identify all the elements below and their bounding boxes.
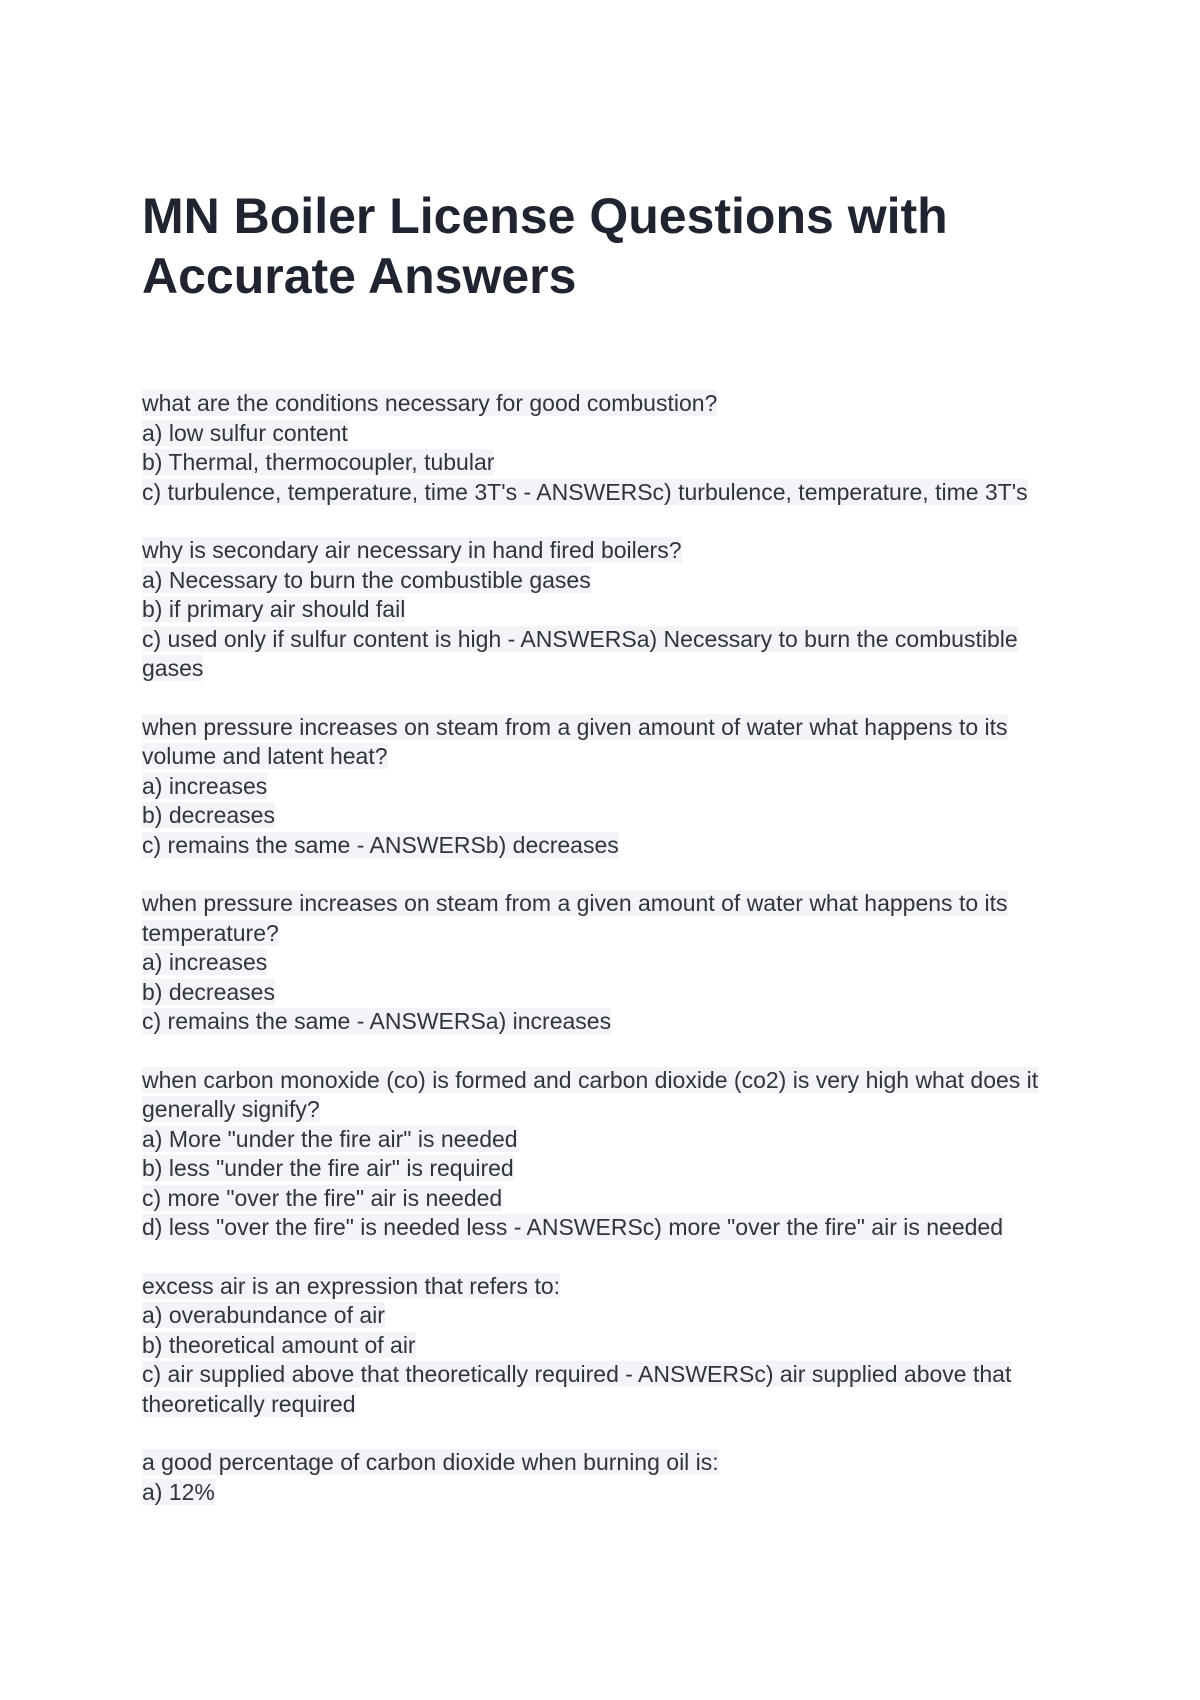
question-block-4 xyxy=(142,889,1082,1037)
question-block-7 xyxy=(142,1448,1082,1507)
question-text: excess air is an expression that refers to: xyxy=(142,1272,561,1299)
question-text-continuation: volume and latent heat? xyxy=(142,743,388,769)
question-text: when carbon monoxide (co) is formed and carbon dioxide (co2) is very high what does it xyxy=(142,1066,1039,1093)
answer-option: b) Thermal, thermocoupler, tubular xyxy=(142,449,495,475)
answer-option: b) less "under the fire air" is required xyxy=(142,1155,514,1181)
answer-option: b) theoretical amount of air xyxy=(142,1331,416,1358)
question-block-2 xyxy=(142,536,1082,684)
question-text: why is secondary air necessary in hand fired boilers? xyxy=(142,537,682,563)
question-text-continuation: generally signify? xyxy=(142,1096,320,1122)
question-block-1 xyxy=(142,389,1082,507)
question-text: a good percentage of carbon dioxide when burning oil is: xyxy=(142,1449,719,1475)
answer-option: a) low sulfur content xyxy=(142,419,348,446)
answer-option: b) decreases xyxy=(142,802,275,828)
answer-option: a) overabundance of air xyxy=(142,1302,385,1328)
answer-option-with-answer: c) air supplied above that theoretically required - ANSWERSc) air supplied above that xyxy=(142,1361,1012,1387)
page-title xyxy=(142,0,1082,306)
question-text-continuation: temperature? xyxy=(142,919,279,946)
question-text: when pressure increases on steam from a given amount of water what happens to its xyxy=(142,890,1008,916)
answer-option: a) More "under the fire air" is needed xyxy=(142,1125,518,1152)
question-list xyxy=(142,389,1082,1507)
answer-option-with-answer: c) remains the same - ANSWERSb) decreases xyxy=(142,831,619,858)
answer-option-with-answer: c) remains the same - ANSWERSa) increases xyxy=(142,1008,612,1034)
title-line-1: MN Boiler License Questions with xyxy=(142,188,948,244)
document-page xyxy=(142,0,1082,1536)
answer-option: a) Necessary to burn the combustible gases xyxy=(142,566,591,593)
question-text: what are the conditions necessary for good combustion? xyxy=(142,390,718,416)
answer-option: b) if primary air should fail xyxy=(142,596,406,622)
question-text: when pressure increases on steam from a given amount of water what happens to its xyxy=(142,713,1008,740)
question-block-3 xyxy=(142,713,1082,861)
answer-option: a) increases xyxy=(142,772,268,799)
answer-continuation: theoretically required xyxy=(142,1390,356,1417)
answer-option-with-answer: d) less "over the fire" is needed less - ANSWERSc) more "over the fire" air is needed xyxy=(142,1214,1004,1240)
answer-option: a) increases xyxy=(142,949,268,975)
answer-option-with-answer: c) turbulence, temperature, time 3T's - ANSWERSc) turbulence, temperature, time 3T's xyxy=(142,478,1028,505)
answer-option: c) more "over the fire" air is needed xyxy=(142,1184,503,1211)
answer-option: a) 12% xyxy=(142,1478,215,1505)
question-block-6 xyxy=(142,1272,1082,1420)
question-block-5 xyxy=(142,1066,1082,1243)
answer-option: b) decreases xyxy=(142,978,275,1005)
answer-option-with-answer: c) used only if sulfur content is high - ANSWERSa) Necessary to burn the combustible xyxy=(142,625,1018,652)
title-line-2: Accurate Answers xyxy=(142,248,577,304)
answer-continuation: gases xyxy=(142,655,204,681)
